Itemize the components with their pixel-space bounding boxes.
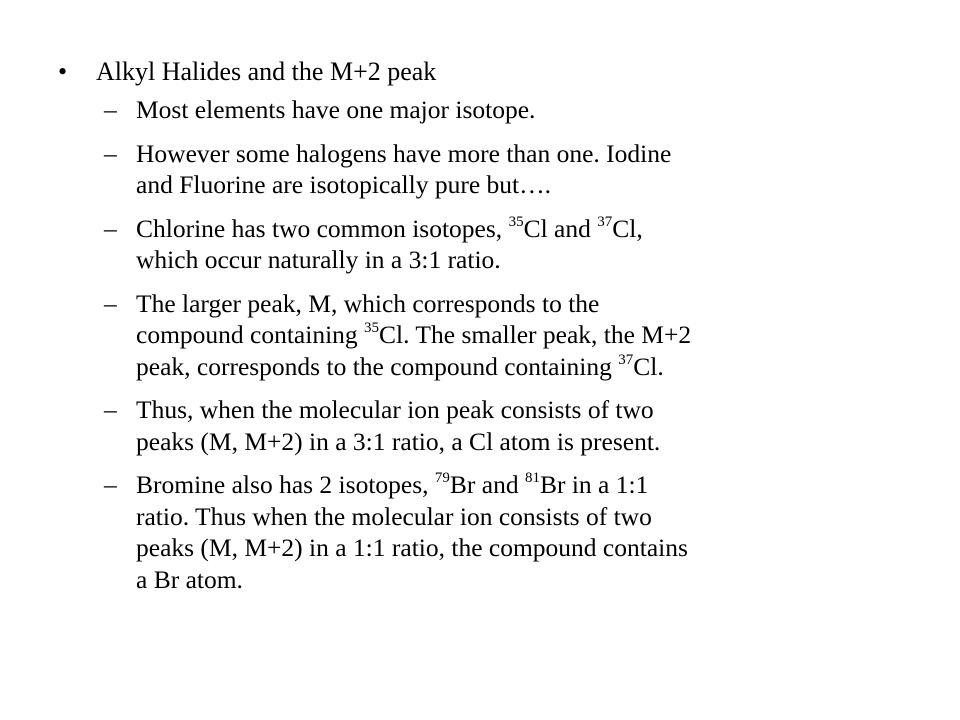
- sub-bullet-text: [136, 138, 864, 201]
- text-line: peaks (M, M+2) in a 3:1 ratio, a Cl atom is present.: [136, 426, 661, 456]
- isotope-superscript: 35: [364, 320, 380, 336]
- isotope-superscript: 79: [434, 470, 450, 486]
- text-line: which occur naturally in a 3:1 ratio.: [136, 245, 501, 274]
- dash-marker: –: [104, 95, 117, 124]
- sub-bullet-item: [104, 138, 864, 201]
- sub-bullet-item: [104, 288, 864, 383]
- dash-marker: –: [104, 213, 117, 243]
- sub-bullet-item: [104, 469, 864, 595]
- dash-marker: –: [104, 288, 117, 318]
- isotope-superscript: 35: [508, 213, 524, 230]
- text-segment: Cl,: [612, 213, 643, 243]
- sub-bullet-text: [136, 94, 864, 126]
- dash-marker: –: [104, 395, 117, 424]
- text-line: [136, 319, 864, 351]
- sub-bullet-item: [104, 94, 864, 126]
- text-line: [136, 351, 864, 383]
- text-segment: Cl and: [523, 213, 598, 243]
- dash-marker: –: [104, 470, 117, 499]
- text-line: [136, 469, 864, 501]
- main-bullet: [58, 54, 436, 90]
- isotope-superscript: 37: [597, 213, 613, 230]
- text-line: Thus, when the molecular ion peak consists of two: [136, 395, 654, 424]
- sub-bullet-text: [136, 469, 864, 595]
- text-line: peaks (M, M+2) in a 1:1 ratio, the compound contains: [136, 533, 688, 562]
- text-segment: Cl.: [633, 351, 664, 381]
- text-segment: Br in a 1:1: [539, 470, 649, 499]
- text-segment: Bromine also has 2 isotopes,: [136, 470, 435, 499]
- text-segment: peak, corresponds to the compound containing: [136, 351, 619, 381]
- text-line: ratio. Thus when the molecular ion consists of two: [136, 501, 652, 531]
- text-line: and Fluorine are isotopically pure but….: [136, 170, 551, 199]
- text-segment: Cl. The smaller peak, the M+2: [379, 320, 692, 349]
- text-line: Most elements have one major isotope.: [136, 95, 536, 124]
- text-segment: Br and: [449, 470, 525, 499]
- sub-bullet-item: [104, 394, 864, 457]
- text-line: [136, 213, 864, 245]
- sub-bullet-text: [136, 394, 864, 457]
- text-line: a Br atom.: [136, 564, 243, 594]
- text-segment: compound containing: [136, 320, 365, 349]
- sub-bullet-item: [104, 213, 864, 276]
- isotope-superscript: 81: [524, 470, 540, 486]
- sub-bullet-text: [136, 288, 864, 383]
- sub-bullet-list: [104, 94, 864, 607]
- isotope-superscript: 37: [618, 351, 634, 368]
- dash-marker: –: [104, 138, 117, 168]
- text-line: However some halogens have more than one. Iodine: [136, 138, 672, 168]
- text-segment: Chlorine has two common isotopes,: [136, 213, 509, 243]
- sub-bullet-text: [136, 213, 864, 276]
- bullet-title: Alkyl Halides and the M+2 peak: [96, 57, 437, 86]
- bullet-dot-icon: •: [58, 57, 68, 86]
- text-line: The larger peak, M, which corresponds to the: [136, 288, 600, 318]
